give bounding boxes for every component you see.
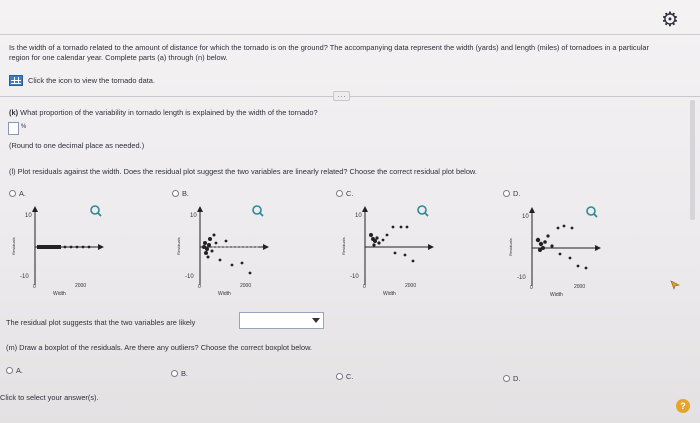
y-max-label: 10 bbox=[355, 213, 362, 219]
x-min-label: 0 bbox=[530, 285, 533, 291]
rounding-note: (Round to one decimal place as needed.) bbox=[9, 141, 145, 150]
y-axis-label: Residuals bbox=[508, 238, 513, 256]
radio-b[interactable] bbox=[171, 370, 178, 377]
option-c[interactable] bbox=[336, 189, 353, 198]
option-d-label: D. bbox=[513, 189, 521, 198]
boxplot-option-a-label: A. bbox=[16, 366, 23, 375]
boxplot-option-c[interactable] bbox=[336, 372, 353, 381]
answer-input-k[interactable] bbox=[8, 122, 19, 135]
boxplot-option-d[interactable] bbox=[503, 374, 520, 383]
radio-c[interactable] bbox=[336, 190, 343, 197]
x-max-label: 2000 bbox=[75, 283, 87, 289]
section-divider[interactable] bbox=[0, 96, 700, 97]
y-max-label: 10 bbox=[522, 214, 529, 220]
option-c-label: C. bbox=[346, 189, 354, 198]
points-b bbox=[202, 234, 251, 275]
likely-dropdown[interactable] bbox=[239, 312, 324, 329]
radio-d[interactable] bbox=[503, 190, 510, 197]
x-axis-label: Width bbox=[218, 291, 231, 297]
x-max-label: 2000 bbox=[240, 283, 252, 289]
x-max-label: 2000 bbox=[405, 283, 417, 289]
option-a[interactable] bbox=[9, 189, 26, 198]
boxplot-option-c-label: C. bbox=[346, 372, 354, 381]
select-prompt: Click to select your answer(s). bbox=[0, 393, 99, 402]
part-m-question: (m) Draw a boxplot of the residuals. Are there any outliers? Choose the correct boxplot below. bbox=[6, 343, 313, 352]
boxplot-option-a[interactable] bbox=[6, 366, 23, 375]
y-min-label: -10 bbox=[185, 274, 194, 280]
gear-icon[interactable]: ⚙ bbox=[661, 9, 679, 31]
y-min-label: -10 bbox=[350, 274, 359, 280]
residual-plot-c bbox=[335, 205, 445, 310]
radio-a[interactable] bbox=[9, 190, 16, 197]
x-axis-label: Width bbox=[383, 291, 396, 297]
residual-plot-d bbox=[502, 206, 612, 311]
radio-b[interactable] bbox=[172, 190, 179, 197]
residual-plot-a bbox=[5, 205, 115, 310]
data-link-text[interactable]: Click the icon to view the tornado data. bbox=[28, 76, 155, 85]
y-axis-label: Residuals bbox=[176, 237, 181, 255]
data-link[interactable] bbox=[9, 75, 155, 86]
x-max-label: 2000 bbox=[574, 284, 586, 290]
cursor-icon bbox=[670, 280, 680, 290]
points-a bbox=[37, 245, 90, 249]
scrollbar[interactable] bbox=[690, 100, 695, 220]
question-text: Is the width of a tornado related to the amount of distance for which the tornado is on the ground? The accompanying data represent the width (yards) and length (miles) of tornadoes in a particular region for one calendar year. Complete parts (a) through (n) below. bbox=[9, 43, 649, 62]
points-d bbox=[536, 225, 588, 270]
y-axis-label: Residuals bbox=[11, 237, 16, 255]
x-axis-label: Width bbox=[53, 291, 66, 297]
x-min-label: 0 bbox=[33, 284, 36, 290]
part-k-question bbox=[9, 108, 318, 117]
y-min-label: -10 bbox=[20, 274, 29, 280]
y-axis-label: Residuals bbox=[341, 237, 346, 255]
table-icon[interactable] bbox=[9, 75, 23, 86]
residual-plot-b bbox=[170, 205, 280, 310]
boxplot-option-b-label: B. bbox=[181, 369, 188, 378]
part-k-text: What proportion of the variability in tornado length is explained by the width of the tornado? bbox=[20, 108, 318, 117]
boxplot-option-b[interactable] bbox=[171, 369, 188, 378]
option-b[interactable] bbox=[172, 189, 189, 198]
part-k-label: (k) bbox=[9, 108, 19, 117]
option-d[interactable] bbox=[503, 189, 520, 198]
percent-unit: % bbox=[21, 124, 27, 130]
likely-statement: The residual plot suggests that the two variables are likely bbox=[6, 318, 196, 327]
y-min-label: -10 bbox=[517, 275, 526, 281]
chevron-down-icon bbox=[312, 318, 320, 323]
radio-c[interactable] bbox=[336, 373, 343, 380]
boxplot-option-d-label: D. bbox=[513, 374, 521, 383]
x-min-label: 0 bbox=[198, 284, 201, 290]
help-icon[interactable]: ? bbox=[676, 399, 690, 413]
radio-d[interactable] bbox=[503, 375, 510, 382]
option-b-label: B. bbox=[182, 189, 189, 198]
points-c bbox=[369, 226, 414, 263]
option-a-label: A. bbox=[19, 189, 26, 198]
x-axis-label: Width bbox=[550, 292, 563, 298]
part-l-question: (l) Plot residuals against the width. Does the residual plot suggest the two variables are linearly related? Choose the correct residual plot below. bbox=[9, 167, 477, 176]
radio-a[interactable] bbox=[6, 367, 13, 374]
x-min-label: 0 bbox=[363, 284, 366, 290]
y-max-label: 10 bbox=[25, 213, 32, 219]
divider bbox=[0, 34, 700, 35]
y-max-label: 10 bbox=[190, 213, 197, 219]
